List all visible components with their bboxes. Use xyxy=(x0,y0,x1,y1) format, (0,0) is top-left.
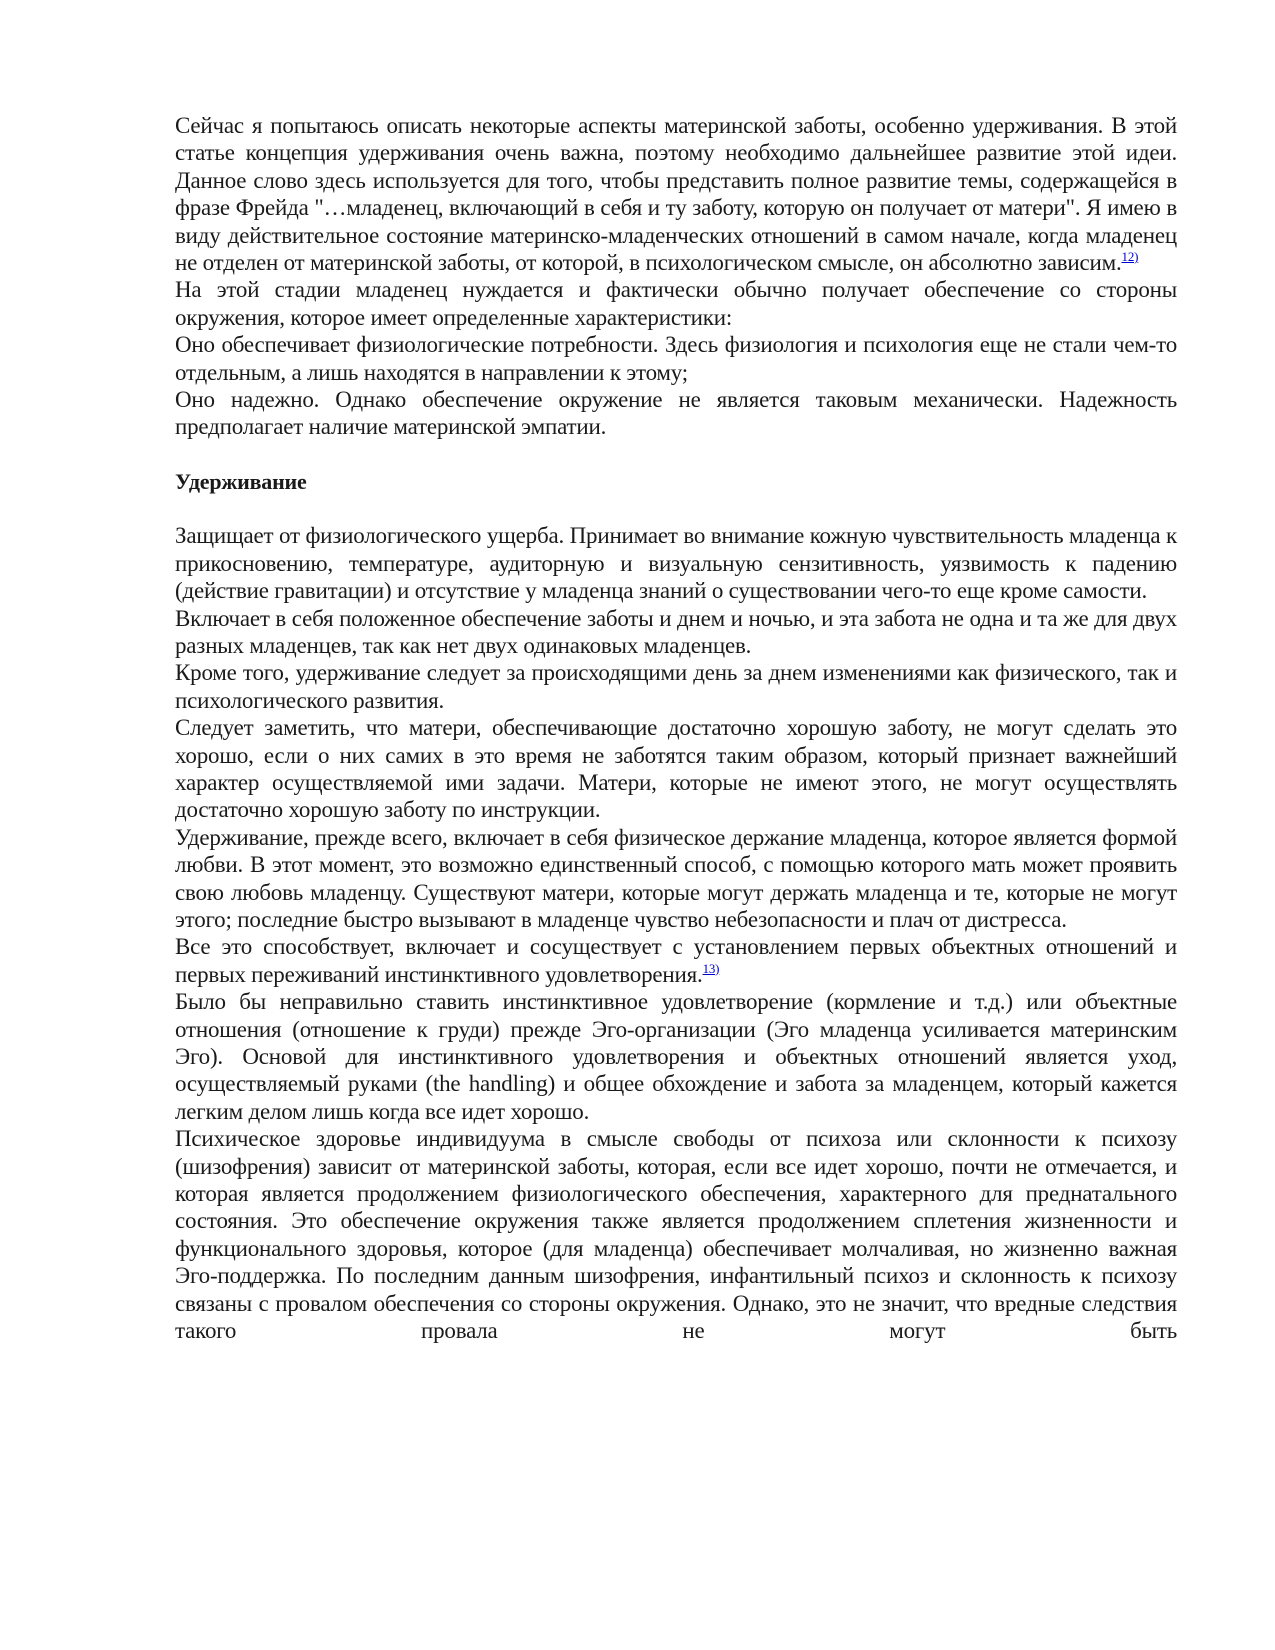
paragraph: Защищает от физиологического ущерба. Принимает во внимание кожную чувствительность младенца к прикосновению, температуре, аудиторную и визуальную сензитивность, уязвимость к падению (действие гравитации) и отсутствие у младенца знаний о существовании чего-то еще кроме самости. xyxy=(175,523,1177,604)
footnote-link-13[interactable]: 13) xyxy=(702,960,720,976)
paragraph: Психическое здоровье индивидуума в смысле свободы от психоза или склонности к психозу (шизофрения) зависит от материнской заботы, которая, если все идет хорошо, почти не отмечается, и которая является продолжением физиологического обеспечения, характерного для преднатального состояния. Это обеспечение окружения также является продолжением сплетения жизненности и функционального здоровья, которое (для младенца) обеспечивает молчаливая, но жизненно важная Эго-поддержка. По последним данным шизофрения, инфантильный психоз и склонность к психозу связаны с провалом обеспечения со стороны окружения. Однако, это не значит, что вредные следствия такого провала не могут быть xyxy=(175,1126,1177,1344)
paragraph xyxy=(175,933,1177,988)
paragraph-text: Сейчас я попытаюсь описать некоторые аспекты материнской заботы, особенно удерживания. В этой статье концепция удерживания очень важна, поэтому необходимо дальнейшее развитие этой идеи. Данное слово здесь используется для того, чтобы представить полное развитие темы, содержащейся в фразе Фрейда "…младенец, включающий в себя и ту заботу, которую он получает от матери". Я имею в виду действительное состояние материнско-младенческих отношений в самом начале, когда младенец не отделен от материнской заботы, от которой, в психологическом смысле, он абсолютно зависим. xyxy=(175,113,1177,276)
footnote-link-12[interactable]: 12) xyxy=(1121,249,1139,265)
paragraph: Следует заметить, что матери, обеспечивающие достаточно хорошую заботу, не могут сделать это хорошо, если о них самих в это время не заботятся таким образом, который признает важнейший характер осуществляемой ими задачи. Матери, которые не имеют этого, не могут осуществлять достаточно хорошую заботу по инструкции. xyxy=(175,715,1177,823)
paragraph: Включает в себя положенное обеспечение заботы и днем и ночью, и эта забота не одна и та же для двух разных младенцев, так как нет двух одинаковых младенцев. xyxy=(175,605,1177,658)
paragraph: Оно надежно. Однако обеспечение окружение не является таковым механически. Надежность предполагает наличие материнской эмпатии. xyxy=(175,387,1177,440)
paragraph-text: Все это способствует, включает и сосуществует с установлением первых объектных отношений и первых переживаний инстинктивного удовлетворения. xyxy=(175,934,1177,987)
document-page xyxy=(175,112,1177,1344)
paragraph: Было бы неправильно ставить инстинктивное удовлетворение (кормление и т.д.) или объектные отношения (отношение к груди) прежде Эго-организации (Эго младенца усиливается материнским Эго). Основой для инстинктивного удовлетворения и объектных отношений является уход, осуществляемый руками (the handling) и общее обхождение и забота за младенцем, который кажется легким делом лишь когда все идет хорошо. xyxy=(175,989,1177,1124)
paragraph: Удерживание, прежде всего, включает в себя физическое держание младенца, которое является формой любви. В этот момент, это возможно единственный способ, с помощью которого мать может проявить свою любовь младенцу. Существуют матери, которые могут держать младенца и те, которые не могут этого; последние быстро вызывают в младенце чувство небезопасности и плач от дистресса. xyxy=(175,824,1177,932)
paragraph: Оно обеспечивает физиологические потребности. Здесь физиология и психология еще не стали чем-то отдельным, а лишь находятся в направлении к этому; xyxy=(175,332,1177,385)
paragraph: Кроме того, удерживание следует за происходящими день за днем изменениями как физического, так и психологического развития. xyxy=(175,660,1177,713)
section-heading: Удерживание xyxy=(175,468,307,494)
paragraph xyxy=(175,112,1177,276)
paragraph: На этой стадии младенец нуждается и фактически обычно получает обеспечение со стороны окружения, которое имеет определенные характеристики: xyxy=(175,277,1177,330)
